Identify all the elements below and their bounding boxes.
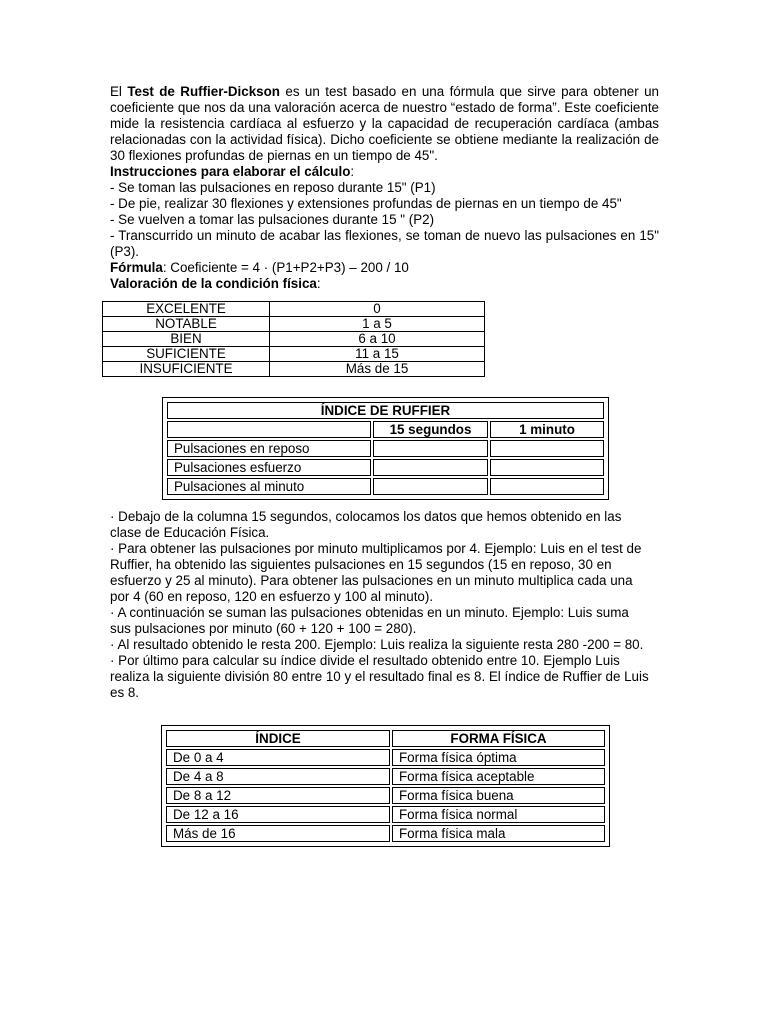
forma-indice: De 12 a 16 [166,806,390,823]
explanation-paragraph: · Debajo de la columna 15 segundos, colocamos los datos que hemos obtenido en las clase de Educación Física. [110,509,622,540]
table-row [103,332,485,347]
valoracion-value: 0 [270,302,485,317]
step-3: - Se vuelven a tomar las pulsaciones durante 15 " (P2) [110,212,435,227]
table-row [167,478,604,495]
table-row [167,421,604,438]
ruffier-row-label: Pulsaciones en reposo [167,440,371,457]
forma-value: Forma física mala [392,825,605,842]
table-row [167,402,604,419]
forma-indice: De 0 a 4 [166,749,390,766]
instructions-colon: : [350,164,355,179]
ruffier-cell-1m [490,459,604,476]
forma-col-forma: FORMA FÍSICA [392,730,605,747]
table-row [166,787,605,804]
valoracion-table [102,301,485,377]
step-2: - De pie, realizar 30 flexiones y extensiones profundas de piernas en un tiempo de 45" [110,196,622,211]
forma-col-indice: ÍNDICE [166,730,390,747]
table-row [167,459,604,476]
valoracion-label: BIEN [103,332,270,347]
ruffier-cell-1m [490,478,604,495]
step-1: - Se toman las pulsaciones en reposo durante 15" (P1) [110,180,436,195]
ruffier-cell-15 [373,459,488,476]
valoracion-value: 11 a 15 [270,347,485,362]
test-name: Test de Ruffier-Dickson [127,84,280,99]
ruffier-cell-15 [373,478,488,495]
table-row [166,768,605,785]
ruffier-row-label: Pulsaciones al minuto [167,478,371,495]
intro-text-rest: es un test basado en una fórmula que sirve para obtener un coeficiente que nos da una valoración acerca de nuestro “estado de forma”. Este coeficiente mide la resistencia cardíaca al esfuerzo y la capacidad de recuperación cardíaca (ambas relacionadas con la actividad física). Dicho coeficiente se obtiene mediante la realización de 30 flexiones profundas de piernas en un tiempo de 45". [110,84,659,163]
valoracion-label: SUFICIENTE [103,347,270,362]
instructions-heading-line [110,164,659,180]
ruffier-cell-1m [490,440,604,457]
valoracion-label: NOTABLE [103,317,270,332]
step-4: - Transcurrido un minuto de acabar las flexiones, se toman de nuevo las pulsaciones en 15" (P3). [110,228,659,259]
table-row [103,347,485,362]
valoracion-colon: : [316,276,321,291]
ruffier-col-1m: 1 minuto [490,421,604,438]
ruffier-table-grid [165,400,606,497]
table-row [103,362,485,377]
table-row [167,440,604,457]
explanation-paragraph: · Para obtener las pulsaciones por minuto multiplicamos por 4. Ejemplo: Luis en el test de Ruffier, ha obtenido las siguientes pulsaciones en 15 segundos (15 en reposo, 30 en esfuerzo y 25 al minuto). Para obtener las pulsaciones en un minuto multiplica cada una por 4 (60 en reposo, 120 en esfuerzo y 100 al minuto). [110,541,642,604]
ruffier-col-15: 15 segundos [373,421,488,438]
ruffier-row-label: Pulsaciones esfuerzo [167,459,371,476]
table-row [103,317,485,332]
forma-value: Forma física óptima [392,749,605,766]
ruffier-title: ÍNDICE DE RUFFIER [167,402,604,419]
valoracion-label: EXCELENTE [103,302,270,317]
valoracion-heading-line [110,276,659,292]
valoracion-value: Más de 15 [270,362,485,377]
table-row [166,730,605,747]
forma-indice: De 8 a 12 [166,787,390,804]
ruffier-cell-15 [373,440,488,457]
intro-paragraph [110,84,659,164]
table-row [166,825,605,842]
ruffier-header-blank [167,421,371,438]
intro-section [110,84,659,292]
valoracion-label: INSUFICIENTE [103,362,270,377]
intro-text-start: El [110,84,128,99]
ruffier-table [162,397,609,500]
valoracion-heading: Valoración de la condición física [110,276,317,291]
table-row [166,806,605,823]
forma-indice: Más de 16 [166,825,390,842]
explanation-paragraph: · Por último para calcular su índice divide el resultado obtenido entre 10. Ejemplo Luis realiza la siguiente división 80 entre 10 y el resultado final es 8. El índice de Ruffier de Luis es 8. [110,653,649,700]
forma-value: Forma física aceptable [392,768,605,785]
explanation-section [110,509,653,701]
forma-value: Forma física buena [392,787,605,804]
table-row [103,302,485,317]
forma-table-grid [164,728,607,844]
explanation-paragraph: · Al resultado obtenido le resta 200. Ejemplo: Luis realiza la siguiente resta 280 -200 = 80. [110,637,644,652]
table-row [166,749,605,766]
forma-fisica-table [161,725,610,847]
forma-value: Forma física normal [392,806,605,823]
valoracion-value: 6 a 10 [270,332,485,347]
valoracion-value: 1 a 5 [270,317,485,332]
forma-indice: De 4 a 8 [166,768,390,785]
formula-text: : Coeficiente = 4 · (P1+P2+P3) – 200 / 10 [162,260,409,275]
instructions-heading: Instrucciones para elaborar el cálculo [110,164,351,179]
formula-label: Fórmula [110,260,163,275]
formula-line [110,260,659,276]
explanation-paragraph: · A continuación se suman las pulsaciones obtenidas en un minuto. Ejemplo: Luis suma sus pulsaciones por minuto (60 + 120 + 100 = 280). [110,605,629,636]
